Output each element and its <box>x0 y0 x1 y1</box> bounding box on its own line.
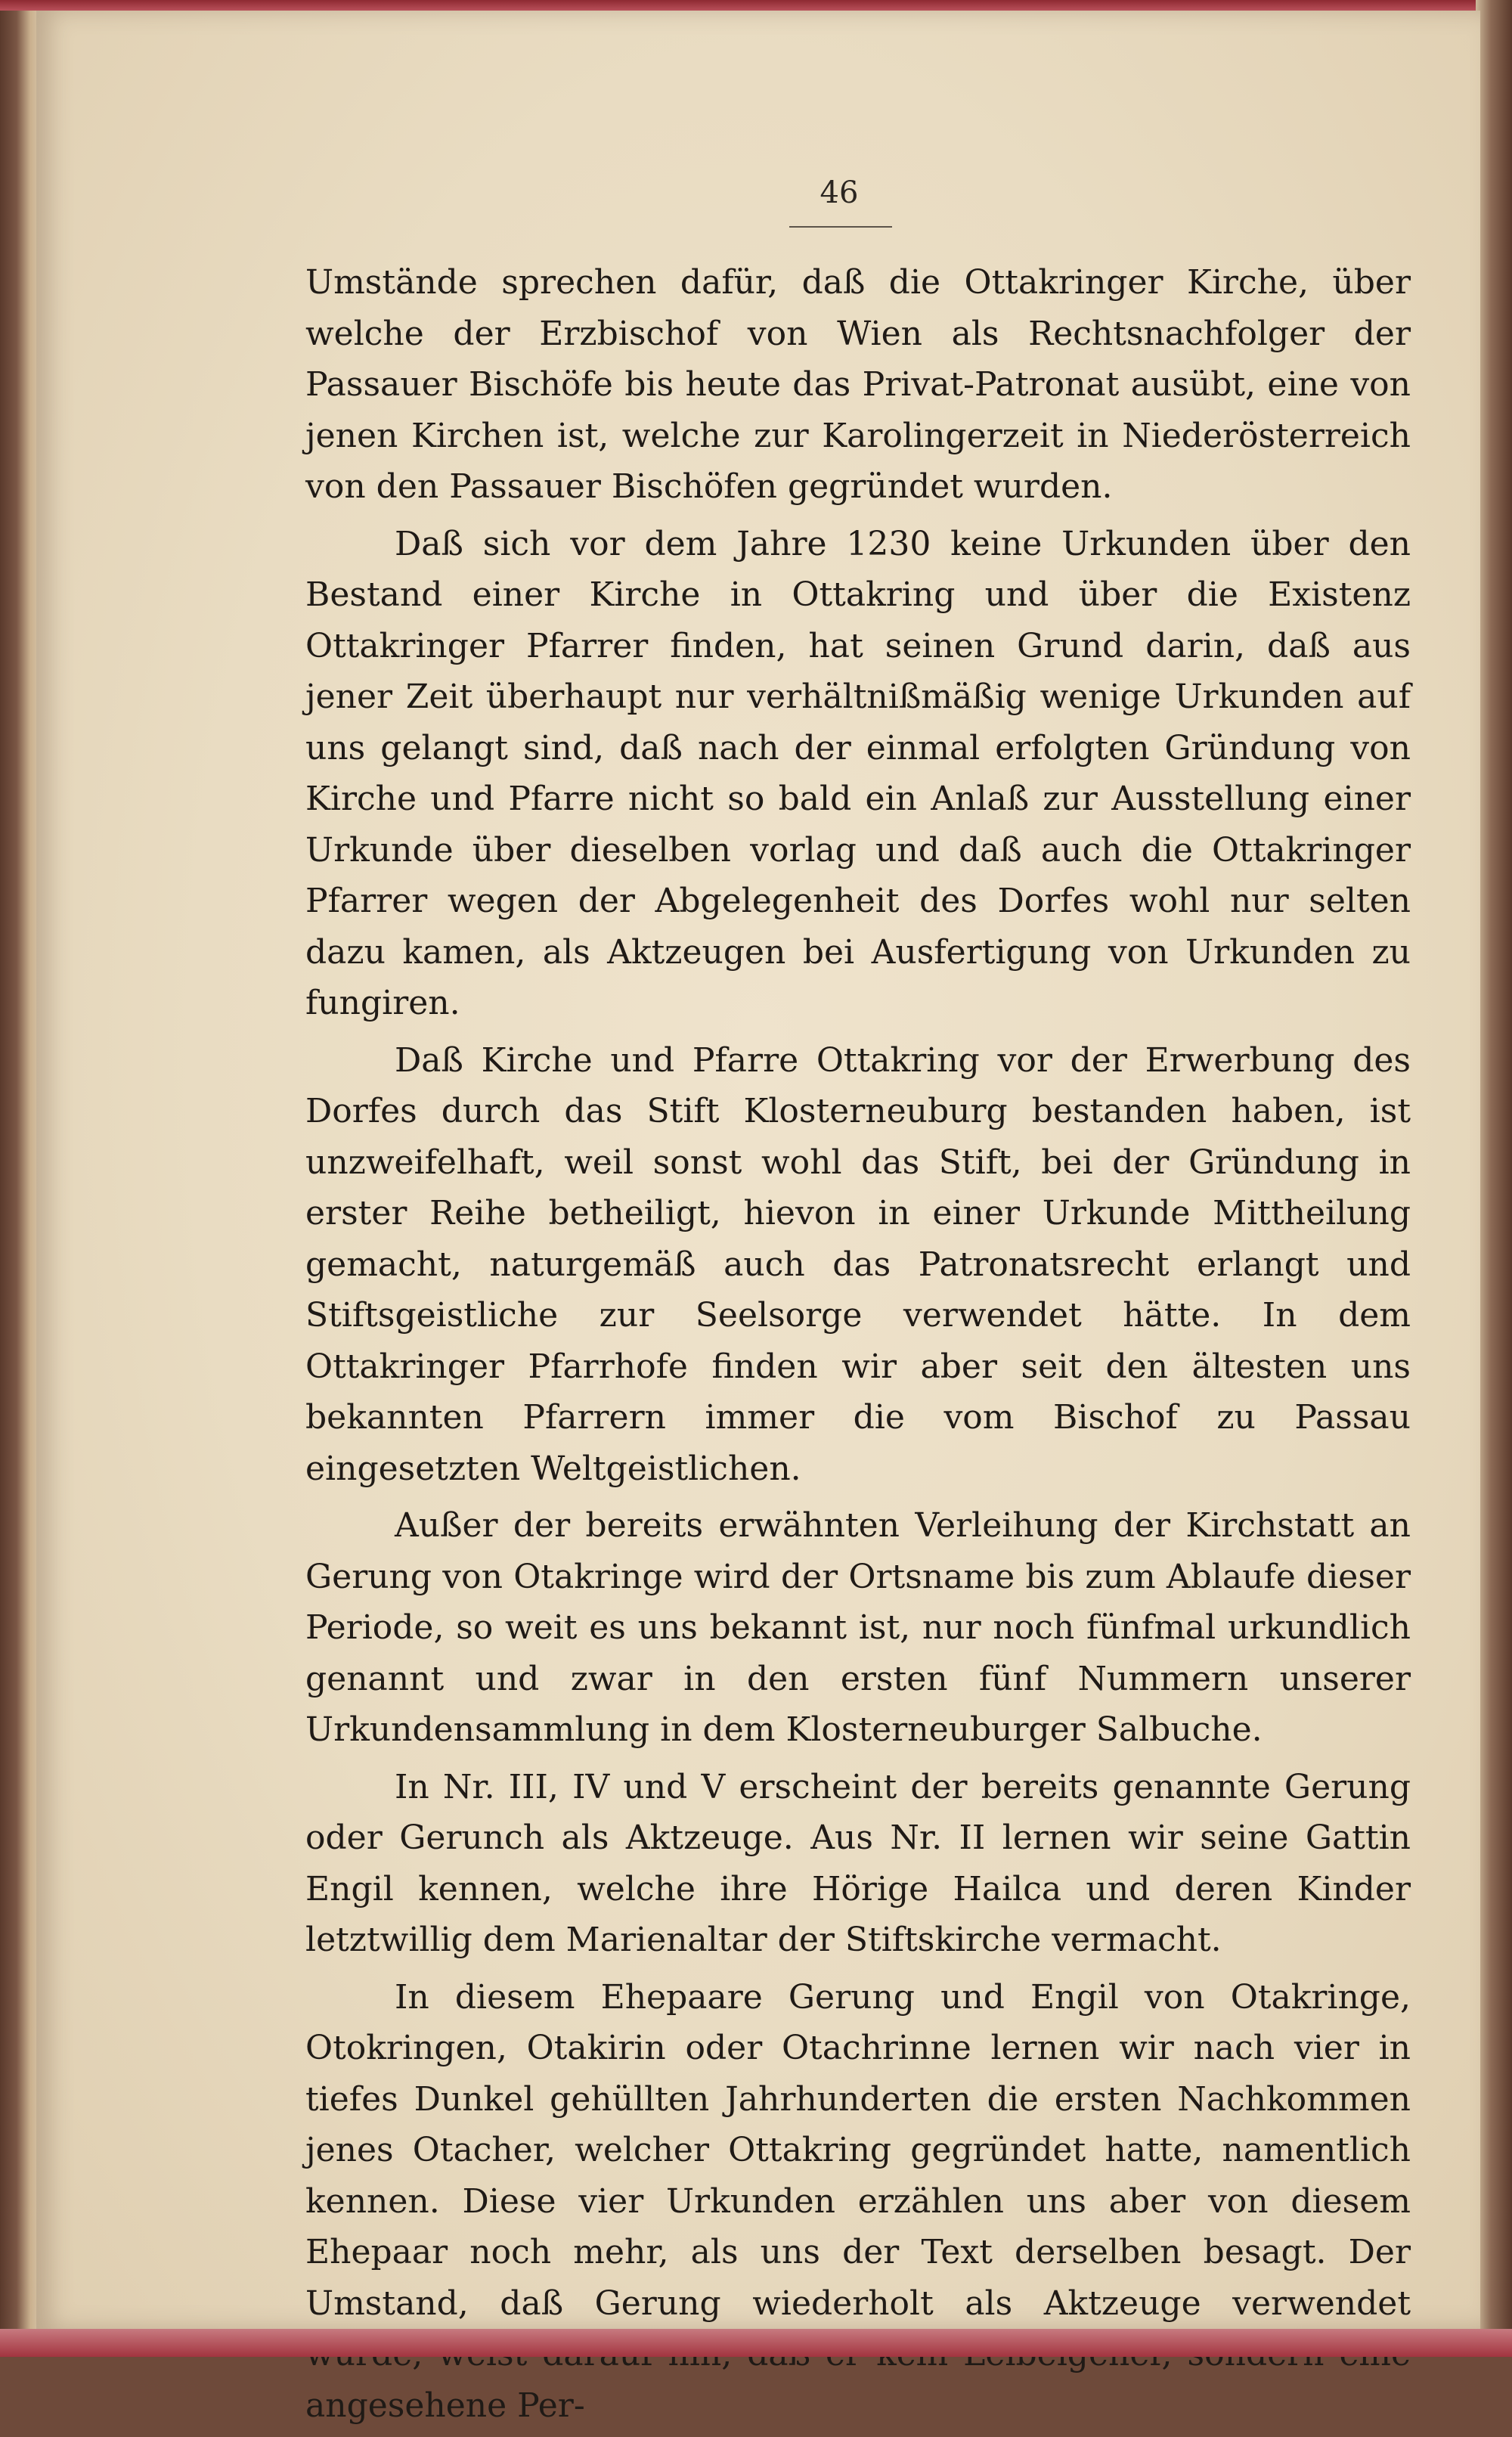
bottom-edge <box>0 2329 1512 2357</box>
paragraph-1: Umstände sprechen dafür, daß die Ottakringer Kirche, über welche der Erzbischof von Wien als Rechtsnachfolger der Passauer Bischöfe bis heute das Privat-Patronat ausübt, eine von jenen Kirchen ist, welche zur Karolingerzeit in Niederösterreich von den Passauer Bischöfen gegründet wurden. <box>305 263 1411 506</box>
paragraph-6: In diesem Ehepaare Gerung und Engil von Otakringe, Otokringen, Otakirin oder Otachrinne lernen wir nach vier in tiefes Dunkel gehüllten Jahrhunderten die ersten Nachkommen jenes Otacher, welcher Ottakring gegründet hatte, namentlich kennen. Diese vier Urkunden erzählen uns aber von diesem Ehepaar noch mehr, als uns der Text derselben besagt. Der Umstand, daß Gerung wiederholt als Aktzeuge verwendet angesehene Per- <box>305 1977 1411 2425</box>
paragraph-2: Daß sich vor dem Jahre 1230 keine Urkunden über den Bestand einer Kirche in Ottakring und über die Existenz Ottakringer Pfarrer finden, hat seinen Grund darin, daß aus jener Zeit überhaupt nur verhältnißmäßig wenige Urkunden auf uns gelangt sind, daß nach der einmal erfolgten Gründung von Kirche und Pfarre nicht so bald ein Anlaß zur Ausstellung einer Urkunde über dieselben vorlag und daß auch die Ottakringer Pfarrer wegen der Abgelegenheit des Dorfes wohl nur selten dazu kamen, als Aktzeugen bei Ausfertigung von Urkunden zu fungiren. <box>305 524 1411 1022</box>
page-number-rule <box>789 226 892 228</box>
paragraph-4: Außer der bereits erwähnten Verleihung der Kirchstatt an Gerung von Otakringe wird der Ortsname bis zum Ablaufe dieser Periode, so weit es uns bekannt ist, nur noch fünfmal urkundlich genannt und zwar in den ersten fünf Nummern unserer Urkundensammlung in dem Klosterneuburger Salbuche. <box>305 1506 1411 1749</box>
right-page-edge <box>1476 0 1512 2357</box>
body-text <box>305 257 1411 2437</box>
paragraph-5: In Nr. III, IV und V erscheint der bereits genannte Gerung oder Gerunch als Aktzeuge. Aus Nr. II lernen wir seine Gattin Engil kennen, welche ihre Hörige Hailca und deren Kinder letztwillig dem Marienaltar der Stiftskirche vermacht. <box>305 1767 1411 1959</box>
page-number: 46 <box>820 175 859 210</box>
top-edge <box>0 0 1512 11</box>
paragraph-3: Daß Kirche und Pfarre Ottakring vor der Erwerbung des Dorfes durch das Stift Klosterneuburg bestanden haben, ist unzweifelhaft, weil sonst wohl das Stift, bei der Gründung in erster Reihe betheiligt, hievon in einer Urkunde Mittheilung gemacht, naturgemäß auch das Patronatsrecht erlangt und Stiftsgeistliche zur Seelsorge verwendet hätte. In dem Ottakringer Pfarrhofe finden wir aber seit den ältesten uns bekannten Pfarrern immer die vom Bischof zu Passau eingesetzten Weltgeistlichen. <box>305 1040 1411 1488</box>
